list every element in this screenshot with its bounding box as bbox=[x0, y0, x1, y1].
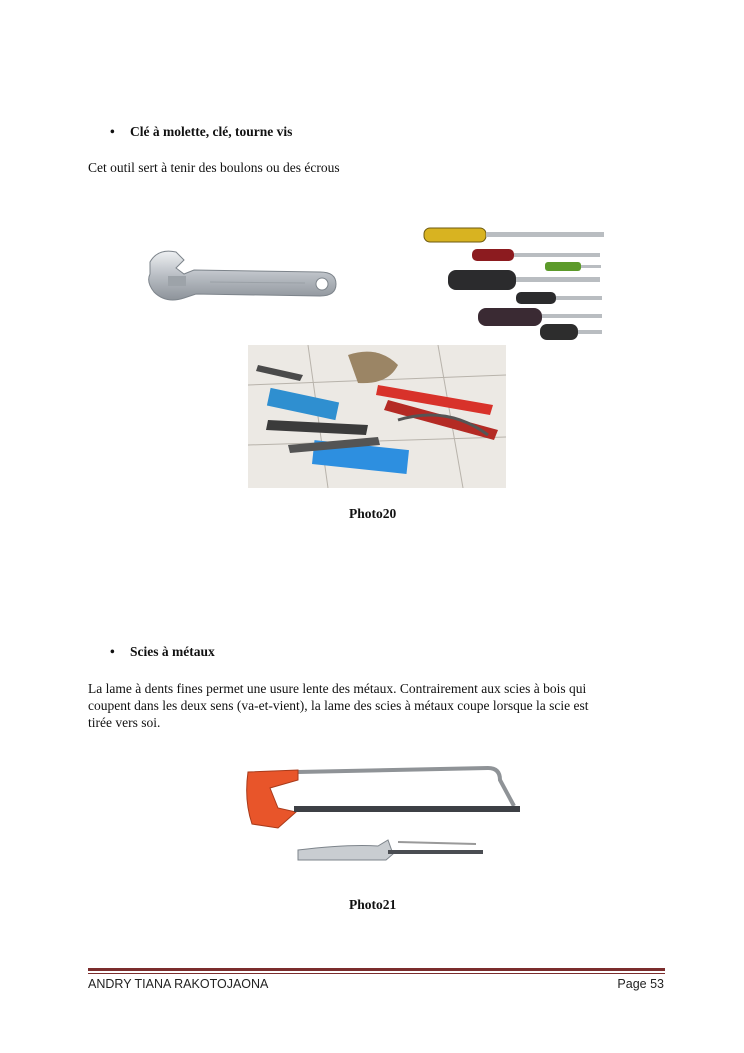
footer-author: ANDRY TIANA RAKOTOJAONA bbox=[88, 977, 269, 991]
section-heading-saw bbox=[110, 644, 215, 660]
section2-paragraph bbox=[88, 680, 658, 731]
page-number: Page 53 bbox=[617, 977, 664, 991]
photo20-caption: Photo20 bbox=[349, 506, 397, 521]
footer-rule-thin bbox=[88, 973, 665, 974]
screwdrivers-image bbox=[420, 222, 610, 347]
wrench-image bbox=[140, 242, 355, 307]
section-heading-wrench bbox=[110, 124, 292, 140]
heading-text: Scies à métaux bbox=[130, 644, 215, 659]
paragraph-line: tirée vers soi. bbox=[88, 715, 161, 730]
heading-text: Clé à molette, clé, tourne vis bbox=[130, 124, 293, 139]
photo21-caption: Photo21 bbox=[349, 897, 397, 912]
hacksaws-image bbox=[238, 760, 530, 880]
footer-rule bbox=[88, 968, 665, 971]
paragraph-line: coupent dans les deux sens (va-et-vient), la lame des scies à métaux coupe lorsque la scie est bbox=[88, 698, 589, 713]
bullet-icon: • bbox=[110, 124, 115, 139]
paragraph-line: La lame à dents fines permet une usure lente des métaux. Contrairement aux scies à bois qui bbox=[88, 681, 587, 696]
tools-pile-photo bbox=[248, 345, 506, 488]
bullet-icon: • bbox=[110, 644, 115, 659]
section1-paragraph: Cet outil sert à tenir des boulons ou des écrous bbox=[88, 160, 340, 175]
